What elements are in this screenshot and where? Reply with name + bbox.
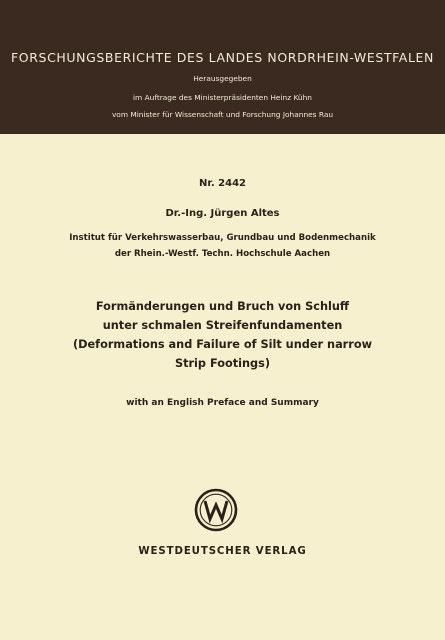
report-number: Nr. 2442	[199, 178, 246, 189]
author-name: Dr.-Ing. Jürgen Altes	[165, 208, 280, 219]
publisher-name: WESTDEUTSCHER VERLAG	[138, 546, 307, 557]
westdeutscher-verlag-w-logo-icon	[194, 488, 238, 532]
issuer-line: Herausgegeben	[193, 74, 252, 83]
issuer-line: vom Minister für Wissenschaft und Forschung Johannes Rau	[111, 110, 334, 119]
subtitle: with an English Preface and Summary	[126, 398, 319, 408]
institute-line: der Rhein.-Westf. Techn. Hochschule Aachen	[114, 249, 331, 259]
title-line: Strip Footings)	[174, 357, 271, 370]
title-line: Formänderungen und Bruch von Schluff	[95, 300, 350, 313]
institute-line: Institut für Verkehrswasserbau, Grundbau und Bodenmechanik	[69, 233, 376, 243]
series-title: FORSCHUNGSBERICHTE DES LANDES NORDRHEIN-WESTFALEN	[11, 50, 434, 65]
series-header-band	[0, 0, 445, 134]
issuer-line: im Auftrage des Ministerpräsidenten Heinz Kühn	[133, 93, 312, 102]
title-line: unter schmalen Streifenfundamenten	[102, 319, 343, 332]
title-line: (Deformations and Failure of Silt under narrow	[72, 338, 373, 351]
